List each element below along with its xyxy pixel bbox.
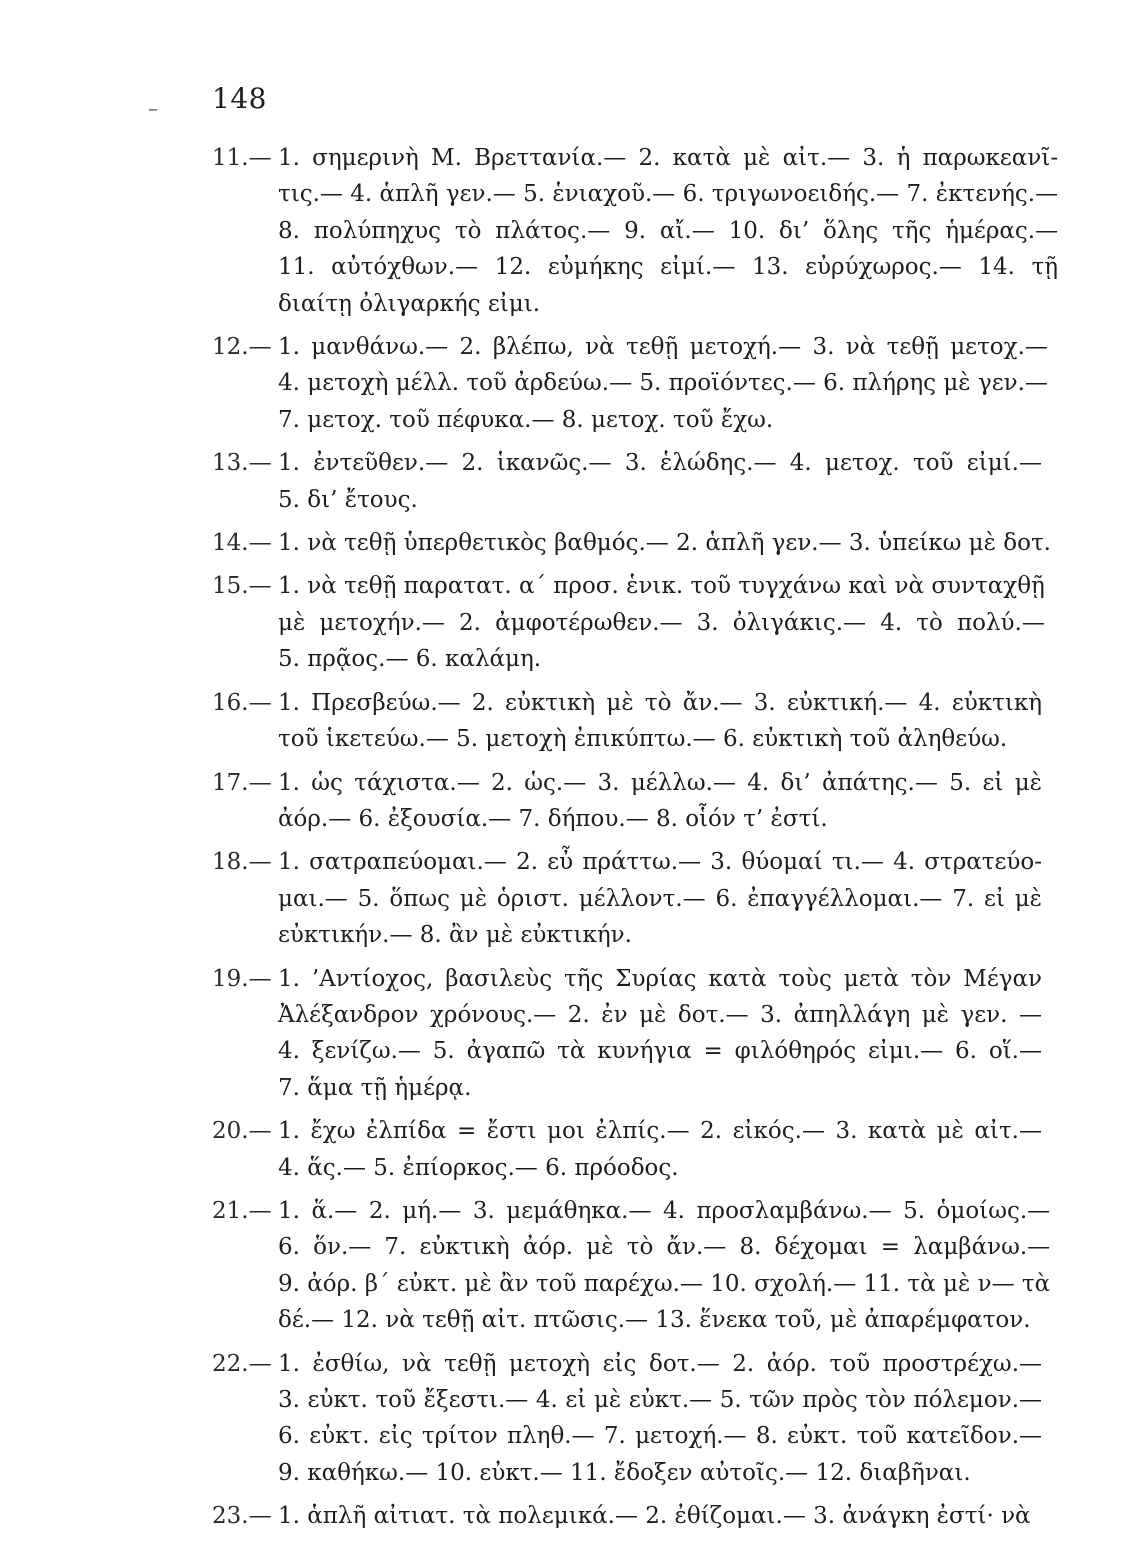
- entry-text: [278, 568, 1045, 677]
- page-number: 148: [212, 82, 267, 115]
- text-line: 7. μετοχ. τοῦ πέφυκα.— 8. μετοχ. τοῦ ἔχω.: [278, 406, 774, 433]
- entry-14: [212, 525, 1051, 561]
- text-line: 3. εὐκτ. τοῦ ἔξεστι.— 4. εἰ μὲ εὐκτ.— 5. τῶν πρὸς τὸν πόλεμον.—: [278, 1387, 1042, 1413]
- text-line: 6. ὅν.— 7. εὐκτικὴ ἀόρ. μὲ τὸ ἄν.— 8. δέχομαι = λαμβάνω.—: [278, 1234, 1051, 1261]
- entry-number: 23.—: [212, 1503, 272, 1530]
- entry-text: [278, 1113, 1042, 1186]
- entry-11: [212, 140, 1059, 322]
- entry-22: [212, 1346, 1042, 1492]
- entry-number: 12.—: [212, 334, 272, 361]
- entry-number: 14.—: [212, 530, 272, 557]
- entry-number: 19.—: [212, 965, 272, 992]
- answer-entries: [212, 140, 1059, 1542]
- entry-text: [278, 961, 1042, 1107]
- entry-text: [278, 685, 1042, 758]
- entry-number: 15.—: [212, 573, 272, 600]
- header-dash: –: [148, 96, 158, 120]
- text-line: 1. μανθάνω.— 2. βλέπω, νὰ τεθῇ μετοχή.— 3. νὰ τεθῇ μετοχ.—: [278, 334, 1048, 361]
- text-line: 7. ἅμα τῇ ἡμέρᾳ.: [278, 1074, 472, 1101]
- entry-text: [278, 1498, 1042, 1534]
- entry-21: [212, 1193, 1051, 1339]
- text-line: 5. πρᾷος.— 6. καλάμη.: [278, 646, 542, 673]
- entry-text: [278, 1346, 1042, 1492]
- text-line: ἀόρ.— 6. ἐξουσία.— 7. δήπου.— 8. οἷόν τ’ ἐστί.: [278, 805, 828, 832]
- text-line: 9. ἀόρ. β΄ εὐκτ. μὲ ἂν τοῦ παρέχω.— 10. σχολή.— 11. τὰ μὲ ν— τὰ: [278, 1270, 1051, 1297]
- text-line: 1. ἐντεῦθεν.— 2. ἱκανῶς.— 3. ἑλώδης.— 4. μετοχ. τοῦ εἰμί.—: [278, 450, 1042, 477]
- entry-13: [212, 445, 1042, 518]
- entry-23: [212, 1498, 1042, 1534]
- text-line: μαι.— 5. ὅπως μὲ ὁριστ. μέλλοντ.— 6. ἐπαγγέλλομαι.— 7. εἰ μὲ: [278, 885, 1042, 912]
- entry-text: [278, 1193, 1050, 1339]
- entry-text: [278, 844, 1042, 953]
- text-line: 1. νὰ τεθῇ ὑπερθετικὸς βαθμός.— 2. ἁπλῆ γεν.— 3. ὑπείκω μὲ δοτ.: [278, 530, 1051, 557]
- entry-number: 21.—: [212, 1197, 272, 1224]
- text-line: 1. ἐσθίω, νὰ τεθῇ μετοχὴ εἰς δοτ.— 2. ἀόρ. τοῦ προστρέχω.—: [278, 1350, 1042, 1377]
- text-line: 1. Πρεσβεύω.— 2. εὐκτικὴ μὲ τὸ ἄν.— 3. εὐκτική.— 4. εὐκτικὴ: [278, 689, 1042, 716]
- text-line: 1. ’Αντίοχος, βασιλεὺς τῆς Συρίας κατὰ τοὺς μετὰ τὸν Μέγαν: [278, 965, 1042, 992]
- entry-17: [212, 765, 1042, 838]
- entry-18: [212, 844, 1042, 953]
- text-line: δέ.— 12. νὰ τεθῇ αἰτ. πτῶσις.— 13. ἕνεκα τοῦ, μὲ ἀπαρέμφατον.: [278, 1307, 1031, 1334]
- text-line: τοῦ ἱκετεύω.— 5. μετοχὴ ἐπικύπτω.— 6. εὐκτικὴ τοῦ ἀληθεύω.: [278, 726, 1008, 753]
- text-line: 1. ὡς τάχιστα.— 2. ὡς.— 3. μέλλω.— 4. δι’ ἀπάτης.— 5. εἰ μὲ: [278, 769, 1042, 796]
- entry-number: 13.—: [212, 450, 272, 477]
- text-line: μὲ μετοχήν.— 2. ἀμφοτέρωθεν.— 3. ὀλιγάκις.— 4. τὸ πολύ.—: [278, 609, 1045, 636]
- text-line: 1. νὰ τεθῇ παρατατ. α΄ προσ. ἑνικ. τοῦ τυγχάνω καὶ νὰ συνταχθῇ: [278, 573, 1045, 600]
- text-line: 11. αὐτόχθων.— 12. εὐμήκης εἰμί.— 13. εὐρύχωρος.— 14. τῇ: [278, 254, 1059, 281]
- text-line: 1. ἁπλῆ αἰτιατ. τὰ πολεμικά.— 2. ἐθίζομαι.— 3. ἀνάγκη ἐστί· νὰ: [278, 1503, 1031, 1530]
- entry-16: [212, 685, 1042, 758]
- text-line: 6. εὐκτ. εἰς τρίτον πληθ.— 7. μετοχή.— 8. εὐκτ. τοῦ κατεῖδον.—: [278, 1423, 1042, 1450]
- entry-text: [278, 140, 1058, 322]
- text-line: εὐκτικήν.— 8. ἂν μὲ εὐκτικήν.: [278, 922, 632, 949]
- entry-12: [212, 329, 1048, 438]
- entry-number: 20.—: [212, 1118, 272, 1145]
- text-line: 1. σημερινὴ Μ. Βρεττανία.— 2. κατὰ μὲ αἰτ.— 3. ἡ παρωκεανῖ-: [278, 145, 1059, 171]
- entry-text: [278, 765, 1042, 838]
- text-line: 4. ξενίζω.— 5. ἀγαπῶ τὰ κυνήγια = φιλόθηρός εἰμι.— 6. οἵ.—: [278, 1038, 1042, 1065]
- entry-number: 18.—: [212, 849, 272, 876]
- text-line: 1. ἅ.— 2. μή.— 3. μεμάθηκα.— 4. προσλαμβάνω.— 5. ὁμοίως.—: [278, 1197, 1051, 1224]
- text-line: 9. καθήκω.— 10. εὐκτ.— 11. ἔδοξεν αὐτοῖς.— 12. διαβῆναι.: [278, 1459, 971, 1486]
- entry-19: [212, 961, 1042, 1107]
- entry-text: [278, 445, 1042, 518]
- entry-20: [212, 1113, 1042, 1186]
- entry-text: [278, 329, 1048, 438]
- entry-15: [212, 568, 1045, 677]
- entry-number: 11.—: [212, 145, 272, 171]
- entry-text: [278, 525, 1051, 561]
- entry-number: 16.—: [212, 689, 272, 716]
- text-line: 1. ἔχω ἐλπίδα = ἔστι μοι ἐλπίς.— 2. εἰκός.— 3. κατὰ μὲ αἰτ.—: [278, 1118, 1042, 1145]
- text-line: 4. μετοχὴ μέλλ. τοῦ ἀρδεύω.— 5. προϊόντες.— 6. πλήρης μὲ γεν.—: [278, 370, 1048, 397]
- entry-number: 22.—: [212, 1350, 272, 1377]
- text-line: Ἀλέξανδρον χρόνους.— 2. ἐν μὲ δοτ.— 3. ἀπηλλάγη μὲ γεν. —: [278, 1001, 1042, 1028]
- text-line: τις.— 4. ἁπλῆ γεν.— 5. ἑνιαχοῦ.— 6. τριγωνοειδής.— 7. ἐκτενής.—: [278, 181, 1059, 208]
- text-line: 5. δι’ ἔτους.: [278, 486, 418, 513]
- text-line: 4. ἅς.— 5. ἐπίορκος.— 6. πρόοδος.: [278, 1154, 679, 1181]
- text-line: 1. σατραπεύομαι.— 2. εὖ πράττω.— 3. θύομαί τι.— 4. στρατεύο-: [278, 849, 1042, 876]
- text-line: 8. πολύπηχυς τὸ πλάτος.— 9. αἴ.— 10. δι’ ὅλης τῆς ἡμέρας.—: [278, 217, 1059, 244]
- entry-number: 17.—: [212, 769, 272, 796]
- text-line: διαίτῃ ὀλιγαρκής εἰμι.: [278, 290, 541, 317]
